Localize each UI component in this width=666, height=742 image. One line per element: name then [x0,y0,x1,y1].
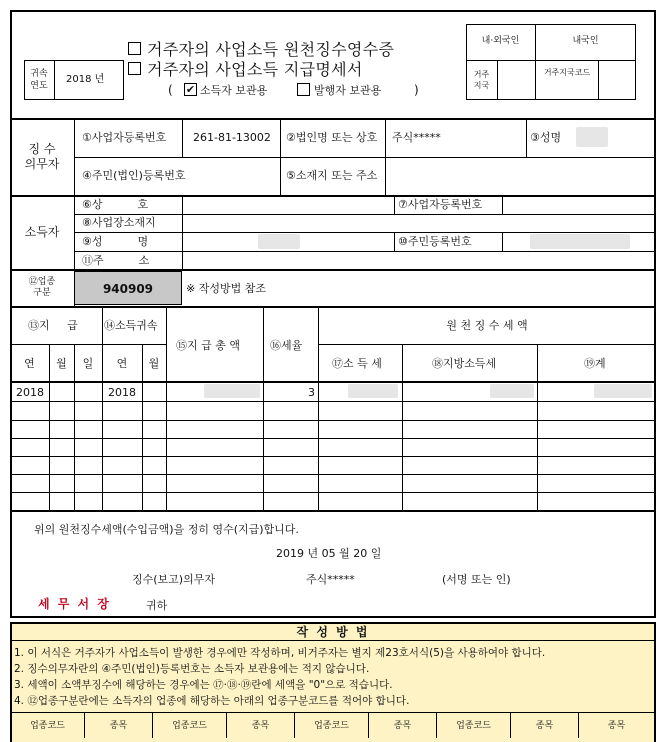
industry-code-header-row [10,712,656,738]
earner-trade-name-label: ⑥상 호 [82,198,149,211]
industry-code-value: 940909 [102,282,154,296]
pay-year-col: 연 [24,357,35,370]
title2-checkbox[interactable] [128,62,141,75]
issuer-copy-checkbox[interactable] [297,83,310,96]
type-header: 종목 [368,712,436,738]
belong-year-col: 연 [116,357,128,370]
code-header: 업종코드 [294,712,368,738]
declaration-statement: 위의 원천징수세액(수입금액)을 정히 영수(지급)합니다. [34,523,299,536]
issuer-copy-label: 발행자 보관용 [314,84,382,97]
copy-paren-close: ) [414,83,419,97]
title-withholding-receipt: 거주자의 사업소득 원천징수영수증 [147,40,395,59]
earner-resident-no-label: ⑩주민등록번호 [398,235,472,248]
code-header: 업종코드 [10,712,84,738]
payer-role-label: 징수(보고)의무자 [132,573,215,586]
foreigner-value: 내국인 [572,36,599,46]
belong-period-label: ⑭소득귀속 [104,319,158,332]
payer-copy-checkbox[interactable] [184,83,197,96]
code-header: 업종코드 [152,712,226,738]
method-item-3: 3. 세액이 소액부징수에 해당하는 경우에는 ⑰·⑱·⑲란에 세액을 "0"으로 적습니다. [14,679,393,691]
local-tax-label: ⑱지방소득세 [432,357,497,370]
type-header: 종목 [84,712,152,738]
payer-name-value: 주식***** [306,573,355,586]
method-item-2: 2. 징수의무자란의 ④주민(법인)등록번호는 소득자 보관용에는 적지 않습니다. [14,663,370,675]
payer-biz-no-value: 261-81-13002 [193,131,271,144]
payer-resident-no-label: ④주민(법인)등록번호 [82,169,186,182]
payer-corp-name-label: ②법인명 또는 상호 [286,131,378,144]
row1-amount-redacted [204,384,260,398]
copy-paren-open: ( [168,83,173,97]
declaration-date: 2019 년 05 월 20 일 [276,547,382,560]
payer-section-label: 징 수 의무자 [24,142,60,171]
row1-local-tax-redacted [490,384,534,398]
payer-biz-no-label: ①사업자등록번호 [82,131,167,144]
tax-rate-label: ⑯세율 [270,339,303,352]
payer-name-label: ③성명 [530,131,562,144]
pay-month-col: 월 [56,357,67,370]
title-payment-statement: 거주자의 사업소득 지급명세서 [147,60,363,79]
row1-income-tax-redacted [348,384,398,398]
payer-name-redacted [576,127,608,147]
industry-note: ※ 작성방법 참조 [186,282,266,295]
row1-rate: 3 [308,386,315,399]
sign-label: (서명 또는 인) [442,573,511,586]
earner-name-label: ⑨성 명 [82,235,149,248]
belong-month-col: 월 [148,357,160,370]
withholding-tax-label: 원 천 징 수 세 액 [446,319,528,332]
code-header: 업종코드 [436,712,510,738]
tax-office-suffix: 귀하 [146,599,168,612]
income-tax-label: ⑰소 득 세 [332,357,382,370]
earner-address-label: ⑪주 소 [82,254,150,267]
method-title: 작 성 방 법 [296,625,370,639]
payer-copy-label: 소득자 보관용 [200,84,268,97]
pay-day-col: 일 [82,357,94,370]
method-item-4: 4. ⑫업종구분란에는 소득자의 업종에 해당하는 아래의 업종구분코드를 적어야 합니다. [14,695,410,707]
total-tax-label: ⑲계 [584,357,606,370]
earner-section-label: 소득자 [24,225,60,239]
payer-corp-name-value: 주식***** [392,131,441,144]
tax-office-label: 세 무 서 장 [38,597,111,611]
belong-year-label: 귀속 연도 [30,69,48,91]
earner-biz-place-label: ⑧사업장소재지 [82,216,156,229]
pay-amount-label: ⑮지 급 총 액 [176,339,240,352]
row1-pay-year: 2018 [16,386,44,399]
earner-biz-no-label: ⑦사업자등록번호 [398,198,483,211]
type-header: 종목 [226,712,294,738]
industry-label: ⑫업종 구분 [28,277,56,298]
method-item-1: 1. 이 서식은 거주자가 사업소득이 발생한 경우에만 작성하며, 비거주자는 별지 제23호서식(5)을 사용하여야 합니다. [14,647,546,659]
residency-code-label: 거주지국코드 [543,68,591,77]
row1-total-redacted [594,384,652,398]
belong-year-value: 2018 년 [66,74,105,85]
type-header: 종목 [510,712,578,738]
foreigner-label: 내·외국인 [481,36,520,46]
earner-resident-no-redacted [530,234,630,249]
pay-date-label: ⑬지 급 [28,319,78,332]
residency-label: 거주 지국 [473,70,490,90]
payer-address-label: ⑤소재지 또는 주소 [286,169,378,182]
code-header: 종목 [578,712,656,738]
checkmark-icon: ✔ [185,83,196,96]
earner-name-redacted [258,234,300,249]
row1-belong-year: 2018 [108,386,136,399]
title1-checkbox[interactable] [128,42,141,55]
